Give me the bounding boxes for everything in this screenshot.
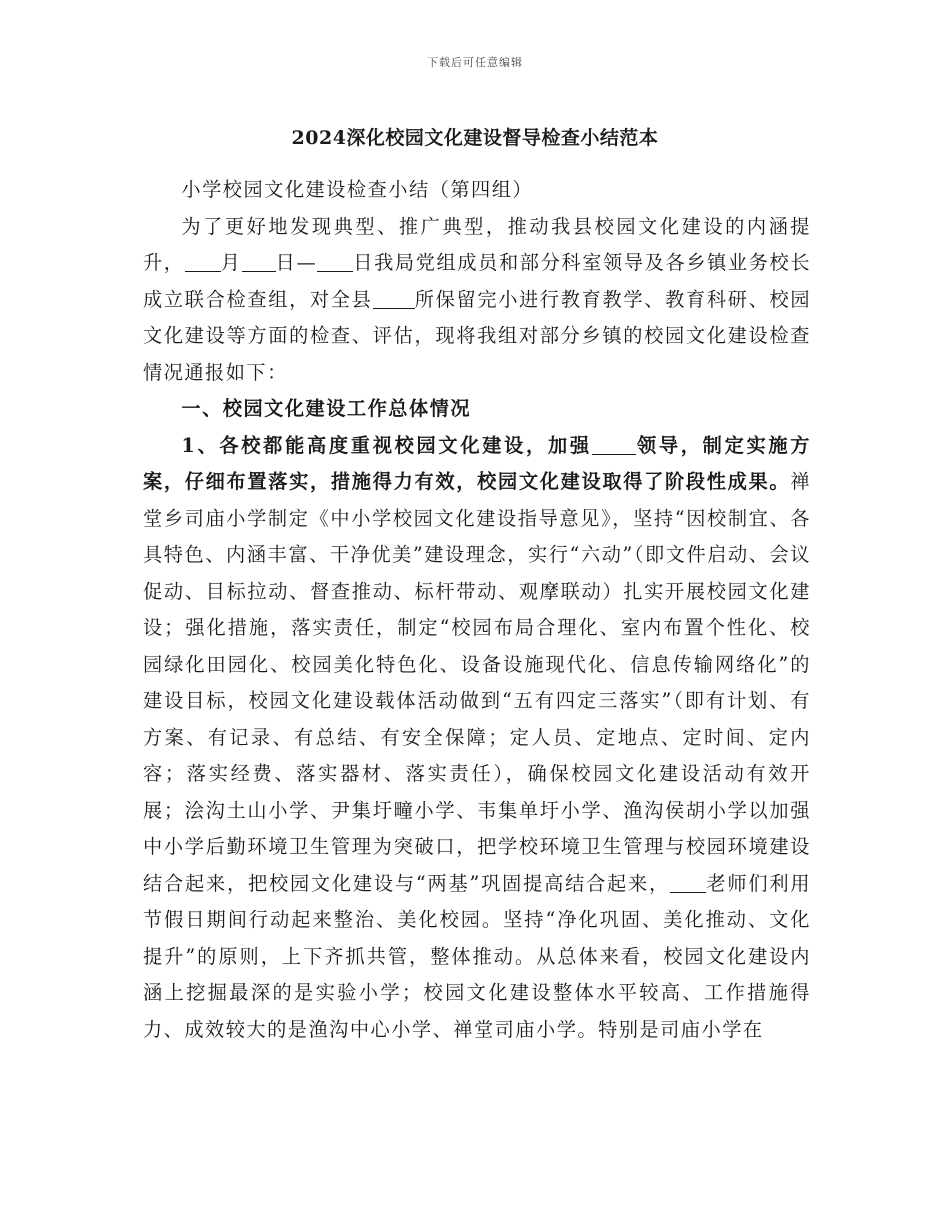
page-header-note: 下载后可任意编辑 <box>427 56 523 69</box>
subtitle-text: 小学校园文化建设检查小结（第四组） <box>181 178 534 201</box>
blank-teachers <box>670 872 706 892</box>
point-1-bold-text-2: 领导，制定实施方案，仔细布置落实，措施得力有效，校园文化建设取得了阶段性成果。 <box>143 433 811 493</box>
section-heading-1 <box>143 391 811 428</box>
point-1-body-text-1: 禅堂乡司庙小学制定《中小学校园文化建设指导意见》，坚持“因校制宜、各具特色、内涵丰富、干净优美”建设理念，实行“六动”（即文件启动、会议促动、目标拉动、督查推动、标杆带动、观摩联动）扎实开展校园文化建设；强化措施，落实责任，制定“校园布局合理化、室内布置个性化、校园绿化田园化、校园美化特色化、设备设施现代化、信息传输网络化”的建设目标，校园文化建设载体活动做到“五有四定三落实”（即有计划、有方案、有记录、有总结、有安全保障；定人员、定地点、定时间、定内容；落实经费、落实器材、落实责任），确保校园文化建设活动有效开展；浍沟土山小学、尹集圩疃小学、韦集单圩小学、渔沟侯胡小学以加强中小学后勤环境卫生管理为突破口，把学校环境卫生管理与校园环境建设结合起来，把校园文化建设与“两基”巩固提高结合起来， <box>143 470 811 895</box>
blank-day-end <box>317 252 353 272</box>
document-body <box>143 172 811 1048</box>
blank-month <box>185 252 221 272</box>
subtitle-paragraph <box>143 172 811 209</box>
intro-text-4: 日我局党组成员和部分科室领导及各乡镇业务校长成立联合检查组，对全县 <box>143 251 812 311</box>
blank-leadership <box>592 434 636 454</box>
intro-text-3: 日— <box>275 251 318 274</box>
blank-school-count <box>373 288 415 308</box>
intro-paragraph <box>143 209 811 392</box>
blank-day-start <box>242 252 276 272</box>
section-heading-text: 一、校园文化建设工作总体情况 <box>181 397 472 420</box>
intro-text-2: 月 <box>220 251 242 274</box>
point-1-body-text-2: 老师们利用节假日期间行动起来整治、美化校园。坚持“净化巩固、美化推动、文化提升”的原则，上下齐抓共管，整体推动。从总体来看，校园文化建设内涵上挖掘最深的是实验小学；校园文化建设整体水平较高、工作措施得力、成效较大的是渔沟中心小学、禅堂司庙小学。特别是司庙小学在 <box>143 871 812 1041</box>
intro-text-1: 为了更好地发现典型、推广典型，推动我县校园文化建设的内涵提升， <box>143 214 811 274</box>
point-1-paragraph <box>143 428 811 1049</box>
point-1-bold-text-1: 1、各校都能高度重视校园文化建设，加强 <box>181 433 592 457</box>
intro-text-5: 所保留完小进行教育教学、教育科研、校园文化建设等方面的检查、评估，现将我组对部分乡镇的校园文化建设检查情况通报如下： <box>143 287 812 384</box>
document-title: 2024深化校园文化建设督导检查小结范本 <box>291 127 659 149</box>
